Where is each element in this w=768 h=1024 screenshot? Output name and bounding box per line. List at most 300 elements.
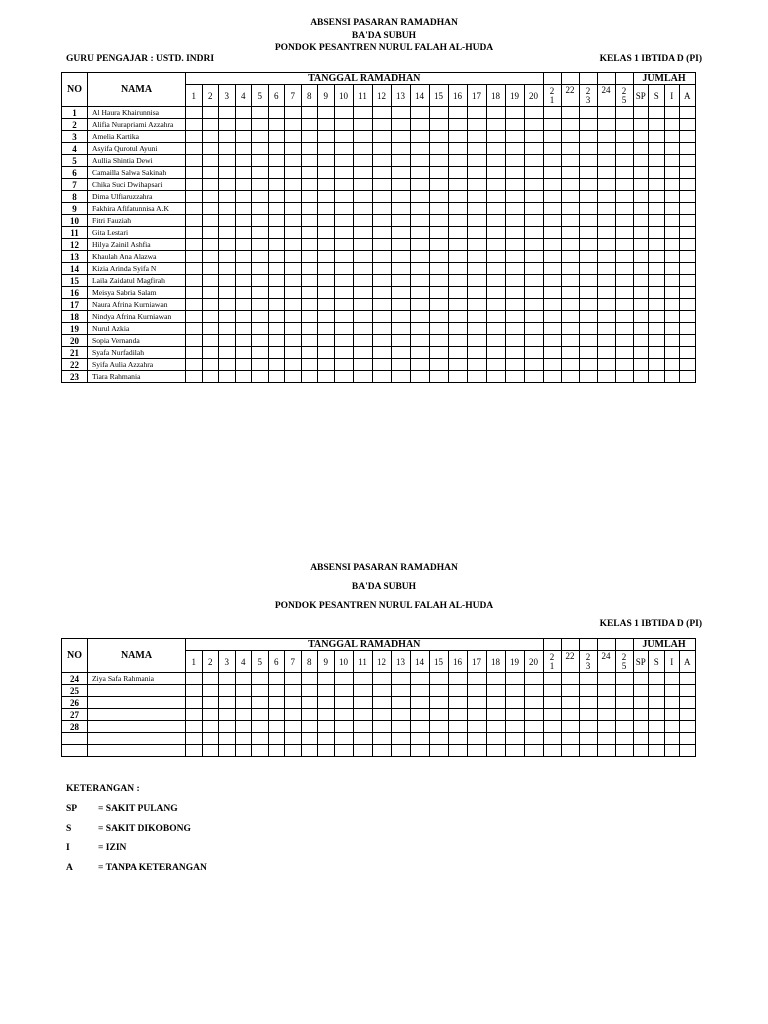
attendance-cell	[579, 323, 597, 335]
attendance-cell	[235, 155, 252, 167]
attendance-cell	[186, 673, 203, 685]
row-number: 20	[62, 335, 88, 347]
attendance-cell	[543, 697, 561, 709]
date-header: 13	[391, 651, 410, 673]
attendance-cell	[202, 191, 219, 203]
attendance-cell	[219, 697, 236, 709]
attendance-cell	[391, 299, 410, 311]
attendance-cell	[372, 155, 391, 167]
attendance-cell	[268, 167, 285, 179]
attendance-cell	[615, 227, 633, 239]
attendance-cell	[633, 299, 649, 311]
attendance-cell	[334, 709, 353, 721]
attendance-cell	[467, 167, 486, 179]
attendance-cell	[579, 287, 597, 299]
attendance-cell	[301, 203, 318, 215]
attendance-cell	[353, 335, 372, 347]
date-header: 18	[486, 85, 505, 107]
attendance-cell	[202, 347, 219, 359]
legend-desc: = IZIN	[98, 843, 127, 853]
attendance-cell	[391, 155, 410, 167]
attendance-cell	[372, 191, 391, 203]
date-header	[543, 85, 561, 107]
attendance-cell	[391, 709, 410, 721]
attendance-cell	[561, 721, 579, 733]
date-header	[579, 85, 597, 107]
attendance-cell	[561, 107, 579, 119]
attendance-cell	[235, 251, 252, 263]
attendance-cell	[579, 299, 597, 311]
attendance-cell	[410, 263, 429, 275]
student-name: Ziya Safa Rahmania	[88, 673, 186, 685]
attendance-cell	[524, 347, 543, 359]
attendance-cell	[615, 733, 633, 745]
attendance-cell	[268, 721, 285, 733]
attendance-cell	[391, 287, 410, 299]
attendance-cell	[680, 119, 696, 131]
jumlah-col-header: A	[680, 85, 696, 107]
attendance-cell	[372, 203, 391, 215]
attendance-cell	[318, 335, 335, 347]
legend-item-a	[66, 863, 207, 873]
table-row	[62, 709, 696, 721]
attendance-cell	[391, 167, 410, 179]
attendance-cell	[301, 685, 318, 697]
attendance-cell	[334, 287, 353, 299]
attendance-cell	[597, 203, 615, 215]
attendance-cell	[448, 697, 467, 709]
table-row	[62, 155, 696, 167]
attendance-cell	[318, 155, 335, 167]
student-name: Meisya Sabria Salam	[88, 287, 186, 299]
attendance-cell	[318, 143, 335, 155]
attendance-cell	[334, 721, 353, 733]
attendance-cell	[353, 179, 372, 191]
attendance-cell	[186, 335, 203, 347]
class-label-2: KELAS 1 IBTIDA D (PI)	[599, 619, 702, 629]
attendance-cell	[680, 227, 696, 239]
attendance-cell	[505, 167, 524, 179]
col-tanggal-header: TANGGAL RAMADHAN	[186, 639, 544, 651]
attendance-cell	[268, 299, 285, 311]
table-row	[62, 745, 696, 757]
attendance-cell	[301, 119, 318, 131]
attendance-cell	[680, 685, 696, 697]
attendance-cell	[410, 215, 429, 227]
attendance-cell	[235, 709, 252, 721]
attendance-cell	[318, 215, 335, 227]
attendance-cell	[285, 107, 302, 119]
attendance-cell	[372, 227, 391, 239]
attendance-cell	[410, 179, 429, 191]
attendance-cell	[597, 287, 615, 299]
attendance-cell	[561, 697, 579, 709]
attendance-cell	[467, 323, 486, 335]
legend-desc: = TANPA KETERANGAN	[98, 863, 207, 873]
student-name: Camailla Salwa Sakinah	[88, 167, 186, 179]
attendance-cell	[391, 359, 410, 371]
attendance-cell	[561, 155, 579, 167]
attendance-cell	[486, 371, 505, 383]
attendance-cell	[649, 263, 665, 275]
attendance-cell	[391, 323, 410, 335]
date-header: 2	[202, 651, 219, 673]
attendance-cell	[410, 167, 429, 179]
jumlah-col-header: I	[664, 651, 680, 673]
attendance-cell	[467, 143, 486, 155]
attendance-cell	[372, 179, 391, 191]
attendance-cell	[615, 287, 633, 299]
attendance-cell	[391, 275, 410, 287]
attendance-cell	[486, 673, 505, 685]
attendance-cell	[235, 119, 252, 131]
attendance-cell	[467, 263, 486, 275]
attendance-cell	[615, 359, 633, 371]
student-name	[88, 745, 186, 757]
attendance-cell	[467, 155, 486, 167]
attendance-cell	[268, 347, 285, 359]
attendance-cell	[372, 119, 391, 131]
legend-heading: KETERANGAN :	[66, 784, 140, 794]
attendance-cell	[561, 685, 579, 697]
attendance-cell	[353, 167, 372, 179]
attendance-cell	[219, 323, 236, 335]
attendance-cell	[486, 239, 505, 251]
date-header: 20	[524, 651, 543, 673]
blank-header-cell	[579, 73, 597, 85]
table-row	[62, 359, 696, 371]
student-name: Gita Lestari	[88, 227, 186, 239]
attendance-cell	[429, 227, 448, 239]
attendance-cell	[680, 359, 696, 371]
attendance-cell	[219, 227, 236, 239]
attendance-cell	[353, 311, 372, 323]
attendance-cell	[615, 275, 633, 287]
attendance-cell	[467, 335, 486, 347]
attendance-cell	[448, 709, 467, 721]
student-name: Asyifa Qurotul Ayuni	[88, 143, 186, 155]
attendance-cell	[597, 709, 615, 721]
date-header: 9	[318, 85, 335, 107]
attendance-cell	[543, 227, 561, 239]
attendance-cell	[429, 323, 448, 335]
attendance-cell	[410, 311, 429, 323]
attendance-cell	[664, 275, 680, 287]
date-header: 15	[429, 85, 448, 107]
date-digit: 5	[621, 94, 627, 105]
attendance-cell	[633, 323, 649, 335]
attendance-cell	[301, 227, 318, 239]
attendance-cell	[524, 239, 543, 251]
attendance-cell	[543, 107, 561, 119]
attendance-cell	[268, 323, 285, 335]
attendance-cell	[252, 239, 269, 251]
attendance-cell	[615, 721, 633, 733]
attendance-cell	[524, 311, 543, 323]
attendance-cell	[301, 143, 318, 155]
attendance-cell	[649, 227, 665, 239]
attendance-cell	[664, 323, 680, 335]
attendance-cell	[219, 263, 236, 275]
attendance-cell	[285, 263, 302, 275]
attendance-cell	[680, 299, 696, 311]
table-row	[62, 215, 696, 227]
attendance-cell	[467, 107, 486, 119]
attendance-cell	[252, 709, 269, 721]
attendance-cell	[372, 107, 391, 119]
attendance-cell	[186, 215, 203, 227]
attendance-cell	[486, 685, 505, 697]
attendance-cell	[633, 131, 649, 143]
attendance-cell	[235, 371, 252, 383]
attendance-cell	[579, 721, 597, 733]
attendance-cell	[353, 107, 372, 119]
attendance-cell	[429, 107, 448, 119]
attendance-cell	[285, 239, 302, 251]
attendance-cell	[561, 215, 579, 227]
table-row	[62, 227, 696, 239]
attendance-cell	[561, 733, 579, 745]
attendance-cell	[186, 239, 203, 251]
attendance-cell	[680, 673, 696, 685]
attendance-cell	[561, 143, 579, 155]
attendance-cell	[372, 287, 391, 299]
attendance-cell	[664, 721, 680, 733]
attendance-cell	[268, 673, 285, 685]
attendance-cell	[268, 685, 285, 697]
attendance-cell	[680, 697, 696, 709]
attendance-cell	[579, 311, 597, 323]
attendance-cell	[561, 167, 579, 179]
table-row	[62, 251, 696, 263]
attendance-cell	[467, 239, 486, 251]
attendance-cell	[448, 179, 467, 191]
attendance-cell	[219, 371, 236, 383]
attendance-cell	[597, 131, 615, 143]
attendance-cell	[615, 685, 633, 697]
attendance-cell	[353, 685, 372, 697]
attendance-cell	[429, 709, 448, 721]
attendance-cell	[334, 227, 353, 239]
attendance-cell	[597, 685, 615, 697]
attendance-cell	[202, 359, 219, 371]
attendance-cell	[372, 709, 391, 721]
attendance-cell	[391, 263, 410, 275]
attendance-cell	[410, 697, 429, 709]
attendance-cell	[633, 263, 649, 275]
attendance-cell	[219, 335, 236, 347]
attendance-cell	[633, 697, 649, 709]
attendance-cell	[543, 119, 561, 131]
attendance-cell	[252, 697, 269, 709]
attendance-cell	[448, 107, 467, 119]
student-name: Naura Afrina Kurniawan	[88, 299, 186, 311]
attendance-cell	[186, 287, 203, 299]
attendance-cell	[505, 287, 524, 299]
attendance-cell	[664, 191, 680, 203]
attendance-cell	[543, 299, 561, 311]
attendance-cell	[664, 119, 680, 131]
col-nama-header: NAMA	[88, 639, 186, 673]
attendance-cell	[615, 745, 633, 757]
date-header: 6	[268, 85, 285, 107]
attendance-cell	[353, 155, 372, 167]
attendance-cell	[579, 131, 597, 143]
attendance-cell	[615, 203, 633, 215]
attendance-cell	[219, 167, 236, 179]
attendance-cell	[633, 347, 649, 359]
attendance-cell	[448, 131, 467, 143]
student-name	[88, 709, 186, 721]
attendance-cell	[579, 685, 597, 697]
attendance-cell	[486, 287, 505, 299]
attendance-cell	[353, 143, 372, 155]
date-header: 3	[219, 85, 236, 107]
attendance-cell	[633, 673, 649, 685]
legend-desc: = SAKIT PULANG	[98, 804, 178, 814]
attendance-cell	[680, 745, 696, 757]
attendance-cell	[505, 311, 524, 323]
attendance-cell	[252, 107, 269, 119]
attendance-cell	[486, 275, 505, 287]
attendance-cell	[285, 733, 302, 745]
attendance-cell	[680, 733, 696, 745]
attendance-cell	[268, 155, 285, 167]
attendance-cell	[391, 673, 410, 685]
attendance-cell	[633, 335, 649, 347]
attendance-cell	[429, 371, 448, 383]
attendance-cell	[579, 733, 597, 745]
attendance-cell	[285, 287, 302, 299]
attendance-cell	[561, 745, 579, 757]
attendance-cell	[235, 203, 252, 215]
attendance-cell	[202, 733, 219, 745]
attendance-cell	[505, 239, 524, 251]
row-number: 3	[62, 131, 88, 143]
attendance-cell	[524, 697, 543, 709]
attendance-cell	[561, 131, 579, 143]
attendance-cell	[615, 311, 633, 323]
attendance-cell	[486, 107, 505, 119]
attendance-cell	[318, 347, 335, 359]
attendance-cell	[615, 335, 633, 347]
attendance-cell	[486, 179, 505, 191]
attendance-cell	[235, 323, 252, 335]
attendance-cell	[633, 191, 649, 203]
attendance-cell	[318, 203, 335, 215]
attendance-cell	[268, 287, 285, 299]
blank-header-cell	[597, 639, 615, 651]
date-header: 20	[524, 85, 543, 107]
attendance-cell	[219, 733, 236, 745]
attendance-cell	[219, 347, 236, 359]
attendance-cell	[561, 359, 579, 371]
legend-item-i	[66, 843, 126, 853]
attendance-cell	[334, 733, 353, 745]
attendance-cell	[334, 275, 353, 287]
attendance-cell	[664, 131, 680, 143]
attendance-cell	[318, 733, 335, 745]
table-row	[62, 323, 696, 335]
attendance-cell	[467, 733, 486, 745]
attendance-cell	[429, 745, 448, 757]
attendance-cell	[649, 721, 665, 733]
attendance-cell	[268, 709, 285, 721]
table-row	[62, 275, 696, 287]
student-name: Amelia Kartika	[88, 131, 186, 143]
attendance-cell	[467, 299, 486, 311]
attendance-cell	[664, 697, 680, 709]
attendance-cell	[235, 107, 252, 119]
attendance-cell	[410, 673, 429, 685]
attendance-cell	[680, 721, 696, 733]
attendance-cell	[353, 263, 372, 275]
attendance-cell	[524, 673, 543, 685]
teacher-label: GURU PENGAJAR : USTD. INDRI	[66, 54, 215, 64]
attendance-cell	[597, 359, 615, 371]
attendance-cell	[505, 275, 524, 287]
attendance-cell	[633, 143, 649, 155]
row-number: 28	[62, 721, 88, 733]
attendance-cell	[664, 733, 680, 745]
attendance-cell	[252, 143, 269, 155]
attendance-cell	[353, 733, 372, 745]
attendance-cell	[505, 215, 524, 227]
attendance-cell	[372, 745, 391, 757]
attendance-cell	[252, 721, 269, 733]
row-number	[62, 733, 88, 745]
attendance-cell	[486, 227, 505, 239]
table-row	[62, 119, 696, 131]
attendance-cell	[615, 131, 633, 143]
attendance-cell	[680, 371, 696, 383]
attendance-cell	[649, 733, 665, 745]
attendance-cell	[186, 179, 203, 191]
attendance-cell	[219, 107, 236, 119]
date-header: 5	[252, 85, 269, 107]
attendance-cell	[633, 685, 649, 697]
attendance-cell	[334, 335, 353, 347]
attendance-cell	[186, 251, 203, 263]
col-no-header: NO	[62, 639, 88, 673]
attendance-cell	[301, 167, 318, 179]
row-number: 21	[62, 347, 88, 359]
attendance-cell	[268, 359, 285, 371]
attendance-cell	[448, 733, 467, 745]
attendance-cell	[219, 685, 236, 697]
attendance-cell	[486, 251, 505, 263]
attendance-cell	[285, 685, 302, 697]
attendance-cell	[353, 371, 372, 383]
attendance-cell	[597, 155, 615, 167]
attendance-cell	[524, 215, 543, 227]
row-number: 25	[62, 685, 88, 697]
attendance-cell	[429, 263, 448, 275]
attendance-cell	[410, 191, 429, 203]
attendance-cell	[268, 745, 285, 757]
jumlah-col-header: A	[680, 651, 696, 673]
blank-header-cell	[561, 73, 579, 85]
attendance-cell	[372, 697, 391, 709]
attendance-cell	[301, 709, 318, 721]
attendance-cell	[633, 155, 649, 167]
date-digit: 2	[585, 85, 591, 96]
student-name: Fakhira Afifatunnisa A.K	[88, 203, 186, 215]
attendance-cell	[649, 167, 665, 179]
attendance-cell	[680, 215, 696, 227]
table-row	[62, 179, 696, 191]
attendance-cell	[615, 347, 633, 359]
